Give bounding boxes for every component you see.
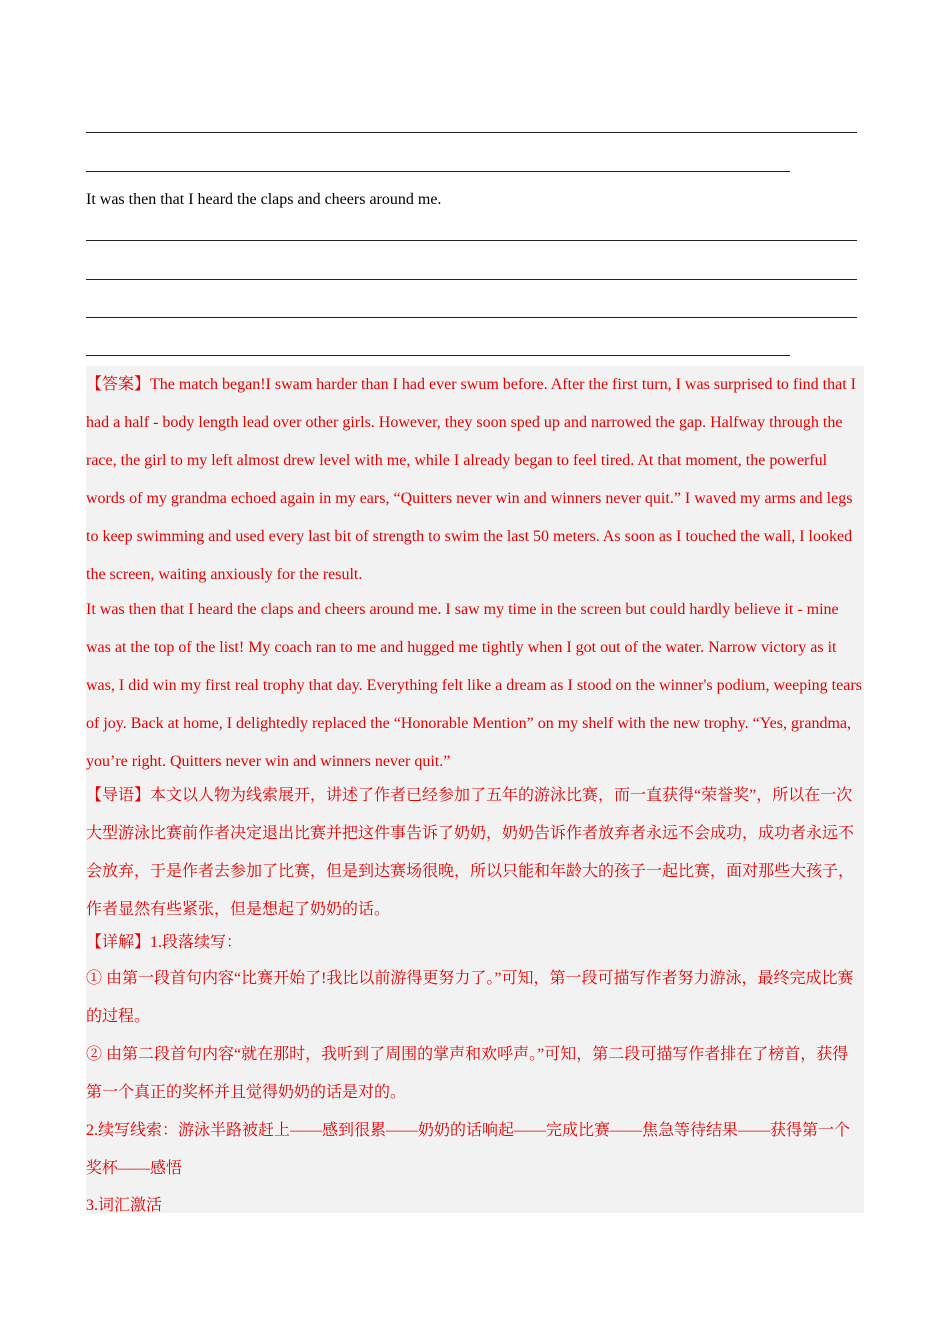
answer-paragraph-2: It was then that I heard the claps and cheers around me. I saw my time in the screen but could hardly believe it - mine was at the top of the list! My coach ran to me and hugged me tightly when I got out of the water. Narrow victory as it was, I did win my first real trophy that day. Everything felt like a dream as I stood on the winner's podium, weeping tears of joy. Back at home, I delightedly replaced the “Honorable Mention” on my shelf with the new trophy. “Yes, grandma, you’re right. Quitters never win and winners never quit.” <box>86 601 862 770</box>
detail-item-2: ② 由第二段首句内容“就在那时，我听到了周围的掌声和欢呼声。”可知，第二段可描写作者排在了榜首，获得第一个真正的奖杯并且觉得奶奶的话是对的。 <box>86 1046 849 1101</box>
answer-section <box>86 366 864 1213</box>
writing-line-2 <box>86 171 790 172</box>
writing-line-6 <box>86 355 790 356</box>
detail-item-1: ① 由第一段首句内容“比赛开始了!我比以前游得更努力了。”可知，第一段可描写作者努力游泳，最终完成比赛的过程。 <box>86 970 854 1025</box>
detail-vocab: 3.词汇激活 <box>86 1197 163 1214</box>
guide-text: 本文以人物为线索展开，讲述了作者已经参加了五年的游泳比赛，而一直获得“荣誉奖”，所以在一次大型游泳比赛前作者决定退出比赛并把这件事告诉了奶奶，奶奶告诉作者放弃者永远不会成功，成功者永远不会放弃，于是作者去参加了比赛，但是到达赛场很晚，所以只能和年龄大的孩子一起比赛，面对那些大孩子，作者显然有些紧张，但是想起了奶奶的话。 <box>86 787 855 918</box>
detail-heading <box>86 925 864 960</box>
answer-text-1: The match began!I swam harder than I had ever swum before. After the first turn, I was surprised to find that I had a half - body length lead over other girls. However, they soon sped up and narrowed the gap. Halfway through the race, the girl to my left almost drew level with me, while I already began to feel tired. At that moment, the powerful words of my grandma echoed again in my ears, “Quitters never win and winners never quit.” I waved my arms and legs to keep swimming and used every last bit of strength to swim the last 50 meters. As soon as I touched the wall, I looked the screen, waiting anxiously for the result. <box>86 376 856 583</box>
answer-paragraph-1 <box>86 366 864 594</box>
second-paragraph-prompt: It was then that I heard the claps and cheers around me. <box>86 191 442 208</box>
writing-line-3 <box>86 240 857 241</box>
answer-label: 【答案】 <box>86 376 151 393</box>
detail-heading-text: 1.段落续写： <box>150 934 243 951</box>
guide-label: 【导语】 <box>86 787 151 804</box>
writing-line-4 <box>86 279 857 280</box>
guide-paragraph <box>86 777 864 929</box>
writing-line-5 <box>86 317 857 318</box>
detail-label: 【详解】 <box>86 934 151 951</box>
detail-clues: 2.续写线索：游泳半路被赶上——感到很累——奶奶的话响起——完成比赛——焦急等待结果——获得第一个奖杯——感悟 <box>86 1122 851 1177</box>
writing-line-1 <box>86 132 857 133</box>
